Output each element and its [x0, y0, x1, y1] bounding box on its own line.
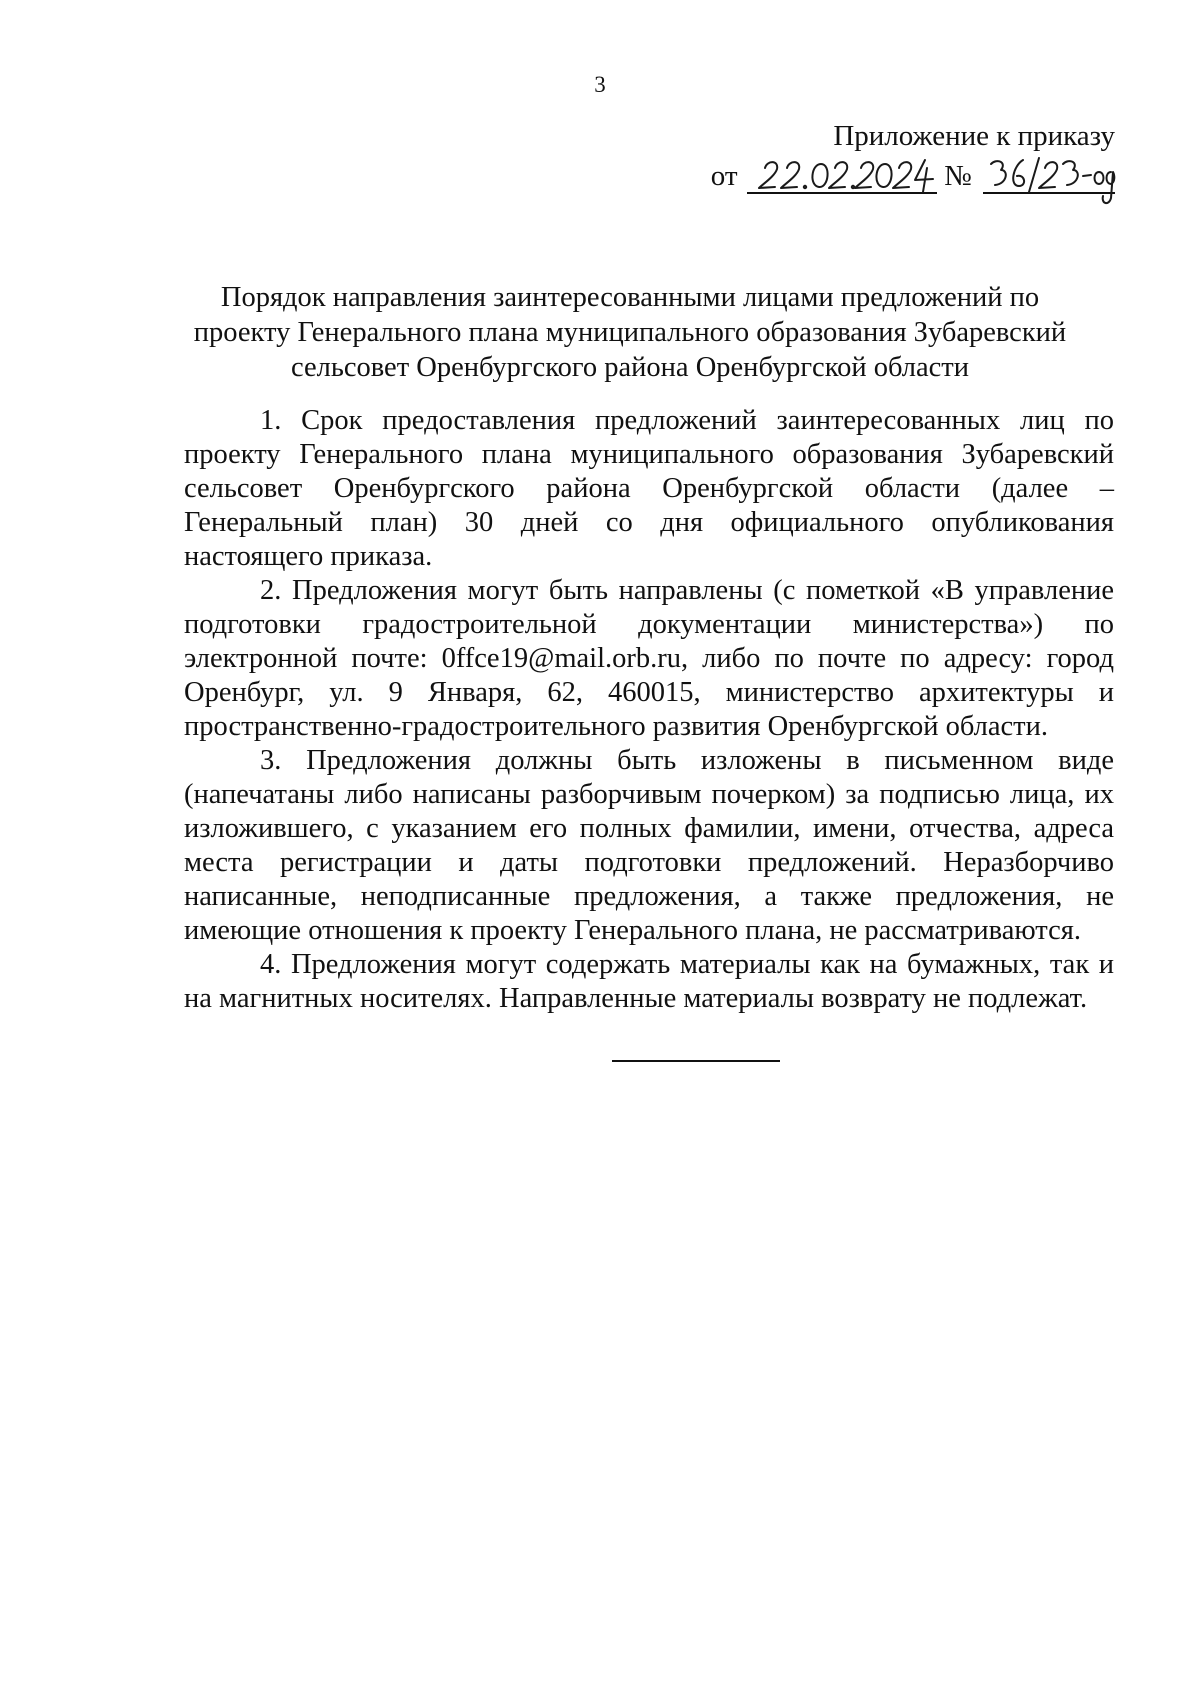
- heading-line: сельсовет Оренбургского района Оренбургской области: [291, 352, 969, 383]
- order-date-prefix: от: [710, 160, 738, 192]
- order-reference-line: [711, 154, 1115, 198]
- page-number: 3: [594, 72, 606, 97]
- document-heading: [150, 280, 1110, 385]
- handwritten-date-ink: [747, 154, 937, 194]
- document-body: [184, 404, 1114, 1016]
- heading-line: Порядок направления заинтересованными лицами предложений по: [220, 282, 1040, 313]
- appendix-title: Приложение к приказу: [833, 120, 1115, 152]
- order-number-prefix: №: [944, 160, 972, 192]
- handwritten-order-date: [747, 154, 937, 194]
- numbered-paragraph-2: 2. Предложения могут быть направлены (с пометкой «В управление подготовки градостроительной документации министерства») по электронной почте: 0ffce19@mail.orb.ru, либо по почте по адресу: город Оренбург, ул. 9 Января, 62, 460015, министерство архитектуры и пространственно-градостроительного развития Оренбургской области.: [184, 575, 1114, 742]
- numbered-paragraph-4: 4. Предложения могут содержать материалы как на бумажных, так и на магнитных носителях. Направленные материалы возврату не подлежат.: [184, 949, 1114, 1014]
- appendix-block: [711, 118, 1115, 198]
- closing-separator-line: [612, 1060, 780, 1062]
- heading-line: проекту Генерального плана муниципального образования Зубаревский: [193, 317, 1067, 348]
- handwritten-order-number: [983, 154, 1115, 194]
- handwritten-number-ink: [983, 154, 1115, 194]
- numbered-paragraph-1: 1. Срок предоставления предложений заинтересованных лиц по проекту Генерального плана муниципального образования Зубаревский сельсовет Оренбургского района Оренбургской области (далее – Генеральный план) 30 дней со дня официального опубликования настоящего приказа.: [184, 405, 1114, 572]
- numbered-paragraph-3: 3. Предложения должны быть изложены в письменном виде (напечатаны либо написаны разборчивым почерком) за подписью лица, их изложившего, с указанием его полных фамилии, имени, отчества, адреса места регистрации и даты подготовки предложений. Неразборчиво написанные, неподписанные предложения, а также предложения, не имеющие отношения к проекту Генерального плана, не рассматриваются.: [184, 745, 1114, 946]
